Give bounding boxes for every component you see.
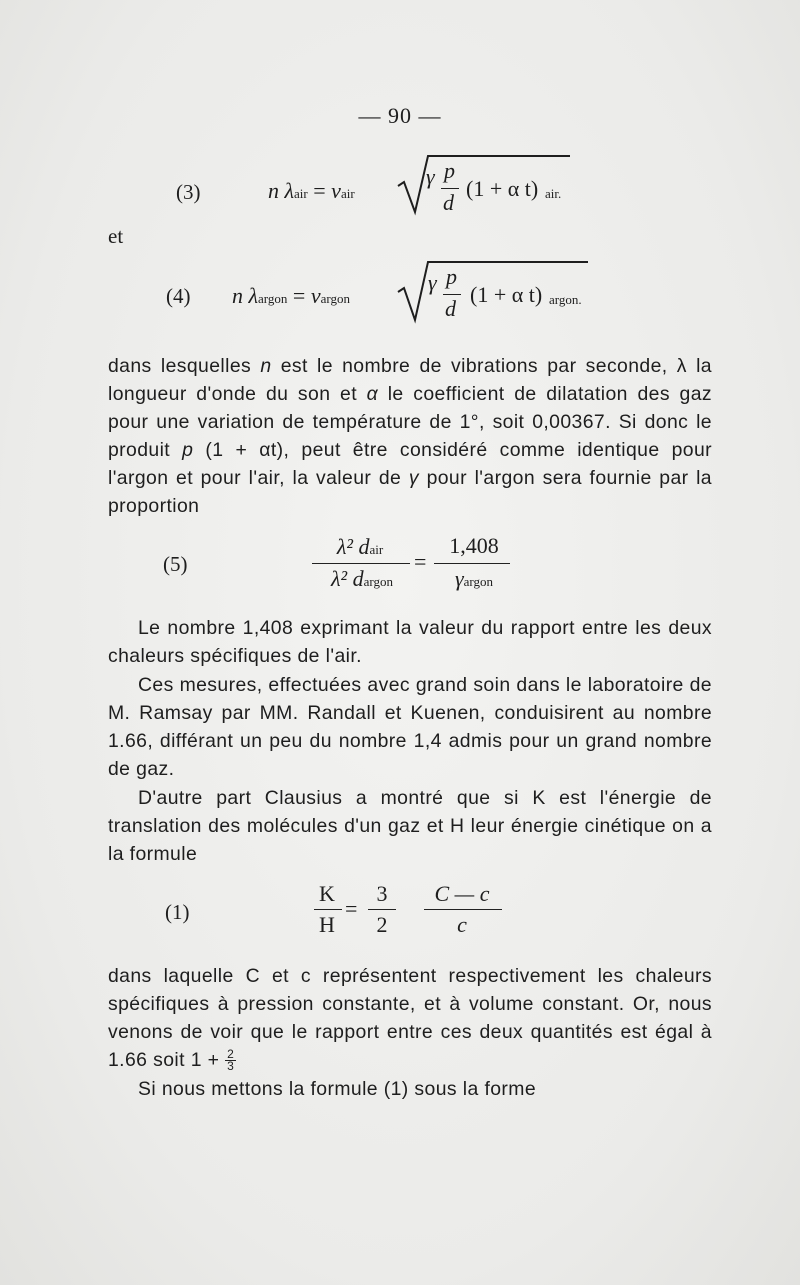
para1-e: pour l'argon sera fournie par la proportion xyxy=(108,467,712,517)
eq3-equals: = xyxy=(313,178,326,203)
eq4-lhs xyxy=(232,283,350,309)
eq1-three: 3 xyxy=(376,881,388,906)
eq3-v: v xyxy=(331,178,341,203)
eq4-equals: = xyxy=(292,283,306,308)
para1-expr: (1 + αt) xyxy=(193,439,284,461)
paragraph-5 xyxy=(108,962,712,1074)
eq5-den-right-text: γ xyxy=(454,566,464,591)
paragraph-1 xyxy=(108,352,712,520)
eq4-lhs-sub: argon xyxy=(258,291,288,306)
eq1-three-two-line xyxy=(368,909,396,910)
eq3-rad-p: p xyxy=(444,158,455,183)
eq5-den-right-sub: argon xyxy=(463,574,494,589)
eq4-p-d-line xyxy=(443,294,461,295)
eq4-label: (4) xyxy=(166,284,191,308)
eq5-den-right xyxy=(436,566,512,592)
page-number: — 90 — xyxy=(358,103,442,128)
para5-fraction xyxy=(225,1049,236,1072)
eq3-p-d-line xyxy=(441,188,459,189)
para1-d: , peut être considéré comme identique pour l'argon et pour l'air, la valeur de xyxy=(108,439,712,489)
paragraph-6: Si nous mettons la formule (1) sous la forme xyxy=(138,1078,537,1100)
eq5-equals: = xyxy=(414,549,427,574)
para5-text: dans laquelle C et c représentent respectivement les chaleurs spécifiques à pression constante, et à volume constant. Or, nous venons de voir que le rapport entre ces deux quantités est égal à 1.66 soit 1 + xyxy=(108,965,712,1071)
eq1-cmc: C — c xyxy=(434,881,490,906)
eq5-den-left xyxy=(312,566,412,592)
eq3-rad-gamma: γ xyxy=(426,164,435,189)
paragraph-3: Ces mesures, effectuées avec grand soin dans le laboratoire de M. Ramsay par MM. Randall et Kuenen, conduisirent au nombre 1.66, différant un peu du nombre 1,4 admis pour un grand nombre de gaz. xyxy=(108,674,712,780)
eq5-label: (5) xyxy=(163,552,188,576)
eq3-rad-sub: air. xyxy=(545,186,562,201)
eq4-rad-sub: argon. xyxy=(549,292,582,307)
eq5-num-left-sub: air xyxy=(369,542,384,557)
eq5-left-fraction-line xyxy=(312,563,410,564)
eq4-lhs-n: n λ xyxy=(232,283,259,308)
eq5-num-left xyxy=(312,534,408,560)
eq4-rad-tail: (1 + α t) xyxy=(470,282,543,307)
eq4-v: v xyxy=(310,283,321,308)
eq1-c: c xyxy=(457,912,467,937)
eq3-rad-tail: (1 + α t) xyxy=(466,176,539,201)
eq1-k: K xyxy=(319,881,335,906)
eq4-rad-p: p xyxy=(446,264,457,289)
para1-a: dans lesquelles xyxy=(108,355,261,377)
para5-frac-den: 3 xyxy=(227,1059,235,1074)
para5-frac-num: 2 xyxy=(227,1047,235,1062)
paragraph-4: D'autre part Clausius a montré que si K est l'énergie de translation des molécules d'un gaz et H leur énergie cinétique on a la formule xyxy=(108,787,712,865)
eq3-lhs xyxy=(268,178,355,204)
eq5-num-left-text: λ² d xyxy=(336,534,370,559)
eq3-v-sub: air xyxy=(340,186,355,201)
eq5-num-right: 1,408 xyxy=(449,533,499,558)
eq5-den-left-text: λ² d xyxy=(331,566,364,591)
eq1-h: H xyxy=(319,912,335,937)
eq3-lhs-n: n λ xyxy=(268,178,295,203)
eq4-rad-d: d xyxy=(445,296,456,321)
eq1-two: 2 xyxy=(376,912,388,937)
eq3-rad-d: d xyxy=(443,190,454,215)
para1-c: le coefficient de dilatation des gaz pour une variation de température de 1°, soit 0,00367. Si donc le produit xyxy=(108,383,712,461)
paragraph-2: Le nombre 1,408 exprimant la valeur du rapport entre les deux chaleurs spécifiques de l'air. xyxy=(108,617,712,667)
para1-p: p xyxy=(182,439,194,461)
para1-gamma: γ xyxy=(408,467,419,489)
para1-n: n xyxy=(260,355,272,377)
eq1-equals: = xyxy=(345,896,358,921)
eq1-kh-line xyxy=(314,909,342,910)
eq4-rad-gamma: γ xyxy=(428,270,437,295)
eq4-v-sub: argon xyxy=(320,291,350,306)
eq3-label: (3) xyxy=(176,180,201,204)
eq3-lhs-sub: air xyxy=(294,186,308,201)
eq1-cmc-line xyxy=(424,909,502,910)
et-word: et xyxy=(108,224,124,248)
eq5-right-fraction-line xyxy=(434,563,510,564)
eq1-label: (1) xyxy=(165,900,190,924)
para1-b: est le nombre de vibrations par seconde, λ la longueur d'onde du son et xyxy=(108,355,712,405)
eq5-den-left-sub: argon xyxy=(363,574,393,589)
para1-alpha: α xyxy=(366,383,379,405)
